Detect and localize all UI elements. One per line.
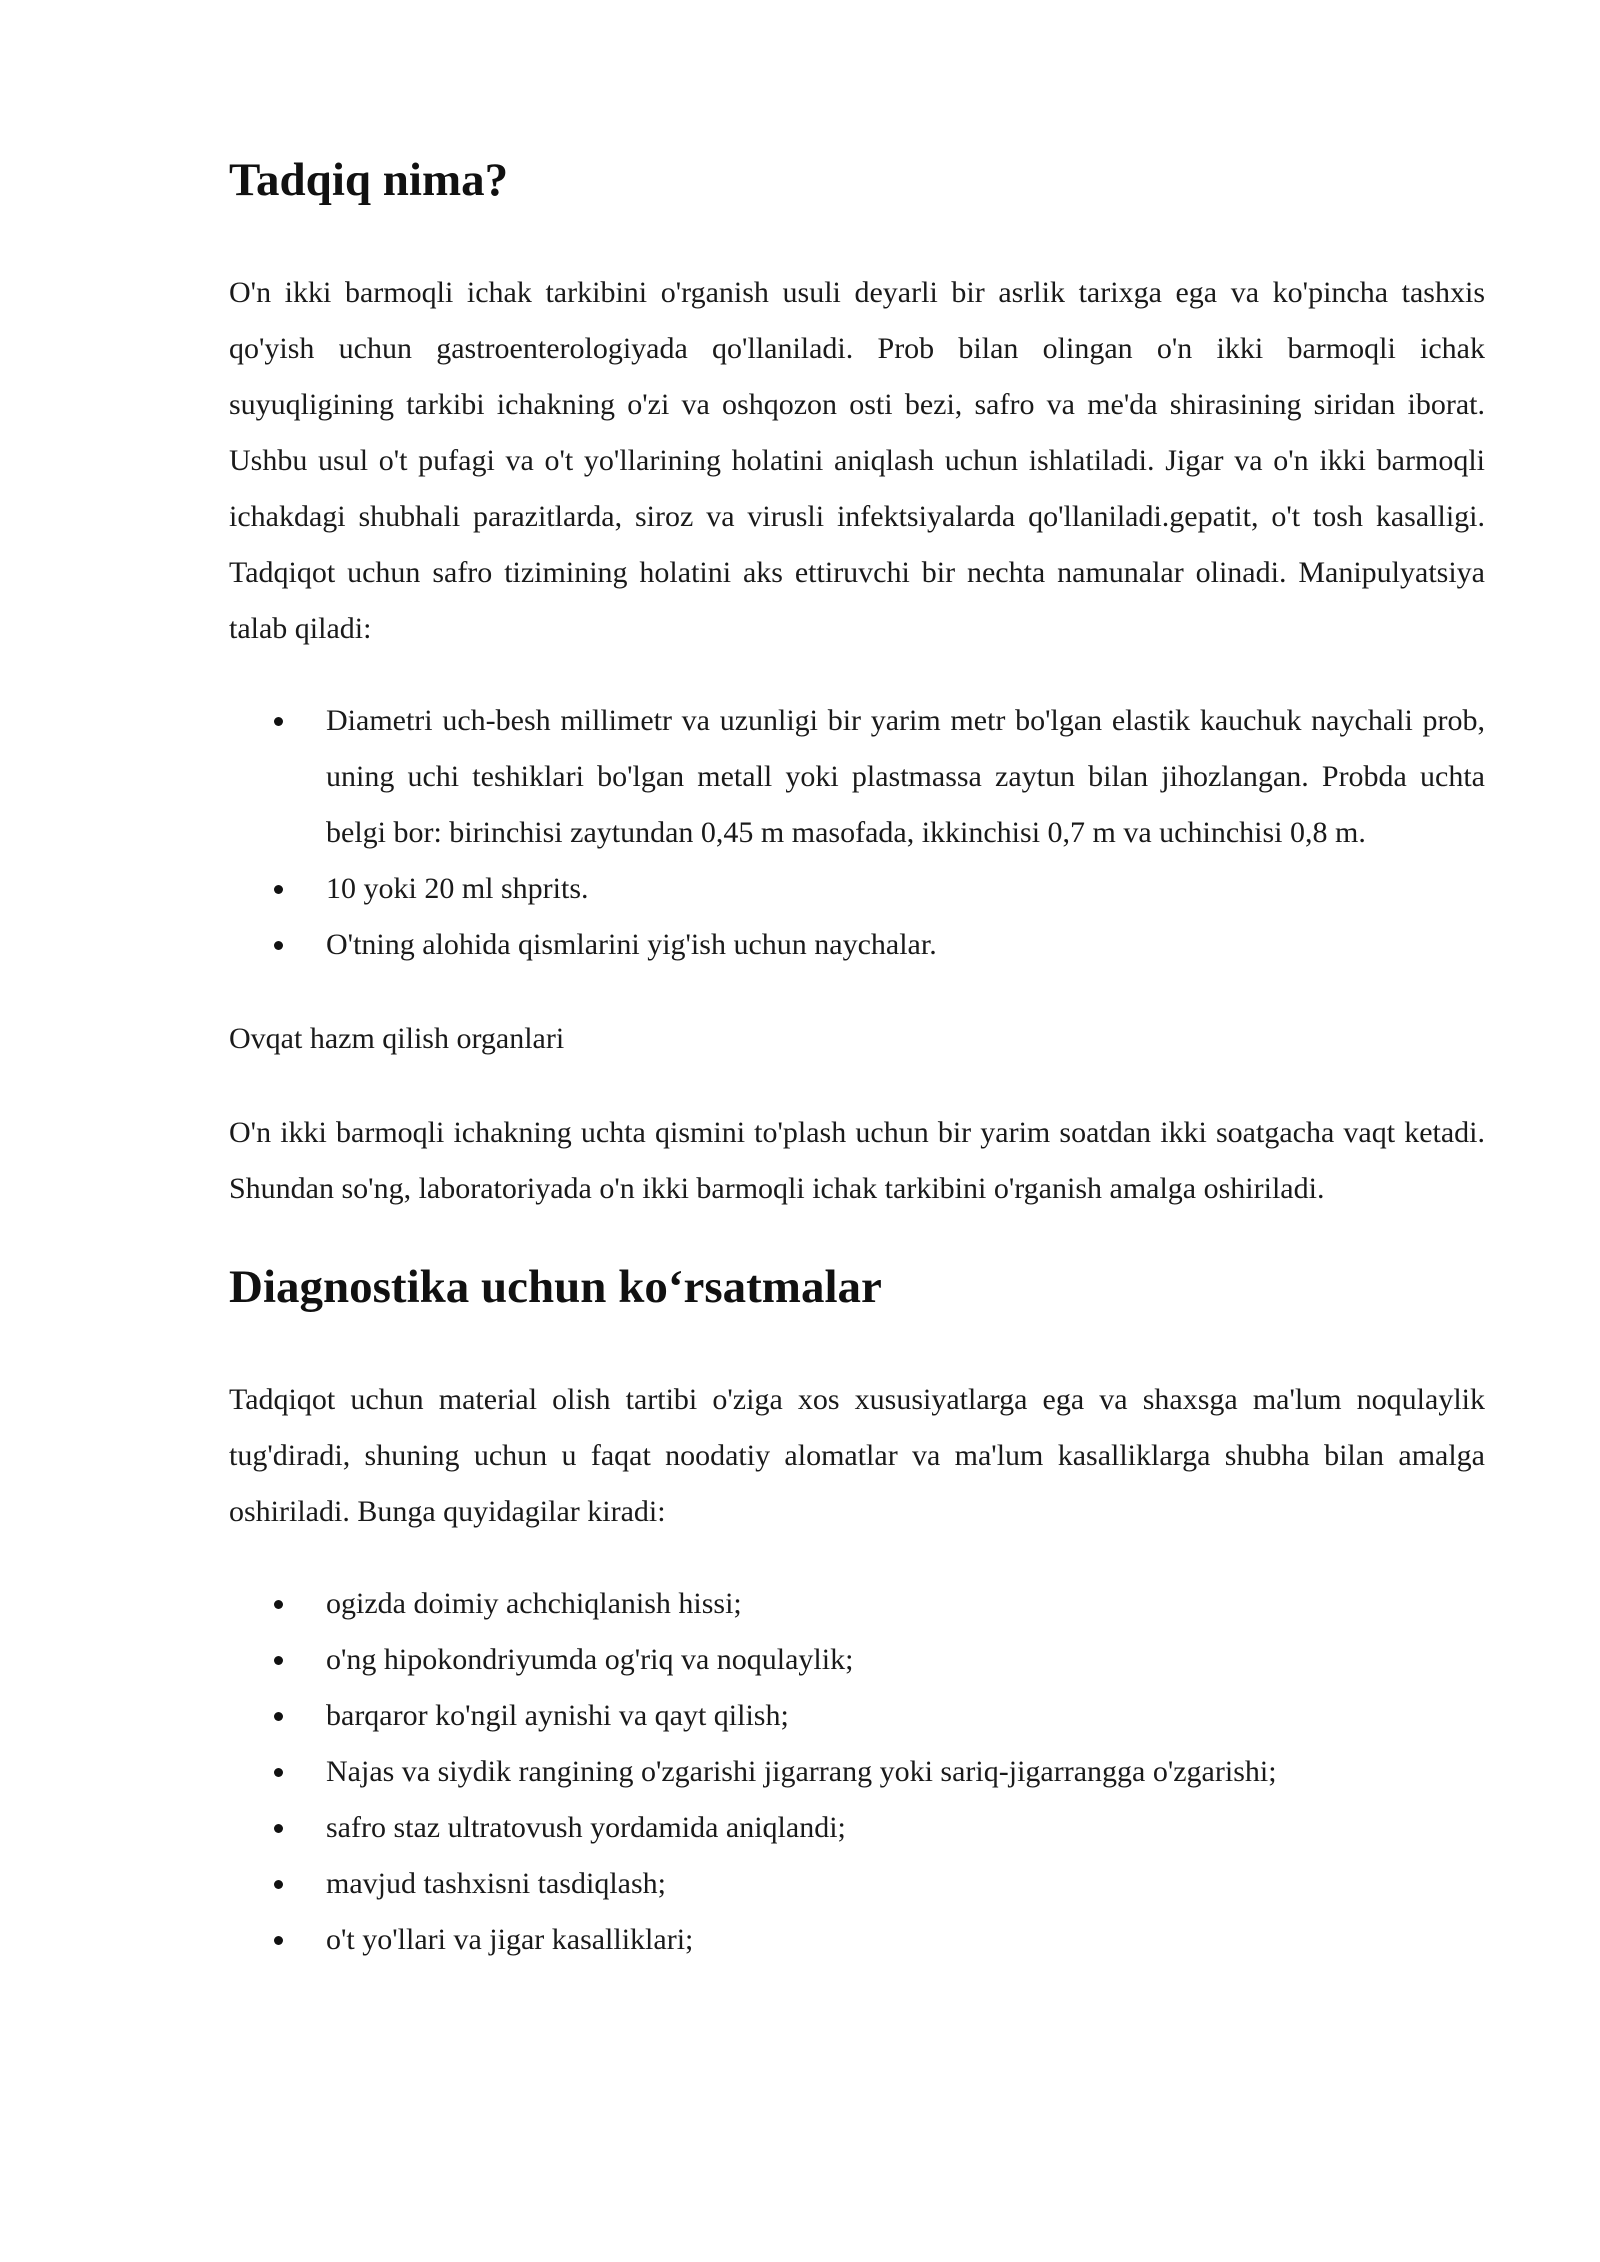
document-content xyxy=(229,150,1485,1968)
equipment-list xyxy=(229,693,1485,973)
bullet-icon xyxy=(274,1824,283,1833)
list-item: O'tning alohida qismlarini yig'ish uchun naychalar. xyxy=(229,917,1485,973)
bullet-icon xyxy=(274,717,283,726)
list-item: Najas va siydik rangining o'zgarishi jigarrang yoki sariq-jigarrangga o'zgarishi; xyxy=(229,1744,1485,1800)
list-item: 10 yoki 20 ml shprits. xyxy=(229,861,1485,917)
list-item: o'ng hipokondriyumda og'riq va noqulaylik; xyxy=(229,1632,1485,1688)
subheading-text: Ovqat hazm qilish organlari xyxy=(229,1022,565,1055)
bullet-icon xyxy=(274,1712,283,1721)
bullet-icon xyxy=(274,1768,283,1777)
list-item: barqaror ko'ngil aynishi va qayt qilish; xyxy=(229,1688,1485,1744)
indications-list xyxy=(229,1576,1485,1968)
bullet-icon xyxy=(274,1600,283,1609)
section-heading-tadqiq: Tadqiq nima? xyxy=(229,154,509,206)
list-item: ogizda doimiy achchiqlanish hissi; xyxy=(229,1576,1485,1632)
list-item: safro staz ultratovush yordamida aniqlandi; xyxy=(229,1800,1485,1856)
section-heading-diagnostika: Diagnostika uchun ko‘rsatmalar xyxy=(229,1261,882,1313)
bullet-icon xyxy=(274,1656,283,1665)
intro-paragraph: O'n ikki barmoqli ichak tarkibini o'rganish usuli deyarli bir asrlik tarixga ega va ko'pincha tashxis qo'yish uchun gastroenterologiyada qo'llaniladi. Prob bilan olingan o'n ikki barmoqli ichak suyuqligining tarkibi ichakning o'zi va oshqozon osti bezi, safro va me'da shirasining siridan iborat. Ushbu usul o't pufagi va o't yo'llarining holatini aniqlash uchun ishlatiladi. Jigar va o'n ikki barmoqli ichakdagi shubhali parazitlarda, siroz va virusli infektsiyalarda qo'llaniladi.gepatit, o't tosh kasalligi. Tadqiqot uchun safro tizimining holatini aks ettiruvchi bir nechta namunalar olinadi. Manipulyatsiya talab qiladi: xyxy=(229,276,1485,645)
procedure-paragraph: O'n ikki barmoqli ichakning uchta qismini to'plash uchun bir yarim soatdan ikki soatgacha vaqt ketadi. Shundan so'ng, laboratoriyada o'n ikki barmoqli ichak tarkibini o'rganish amalga oshiriladi. xyxy=(229,1116,1485,1205)
list-item: Diametri uch-besh millimetr va uzunligi bir yarim metr bo'lgan elastik kauchuk naychali prob, uning uchi teshiklari bo'lgan metall yoki plastmassa zaytun bilan jihozlangan. Probda uchta belgi bor: birinchisi zaytundan 0,45 m masofada, ikkinchisi 0,7 m va uchinchisi 0,8 m. xyxy=(229,693,1485,861)
bullet-icon xyxy=(274,885,283,894)
bullet-icon xyxy=(274,941,283,950)
bullet-icon xyxy=(274,1936,283,1945)
list-item: o't yo'llari va jigar kasalliklari; xyxy=(229,1912,1485,1968)
bullet-icon xyxy=(274,1880,283,1889)
indications-paragraph: Tadqiqot uchun material olish tartibi o'ziga xos xususiyatlarga ega va shaxsga ma'lum noqulaylik tug'diradi, shuning uchun u faqat noodatiy alomatlar va ma'lum kasalliklarga shubha bilan amalga oshiriladi. Bunga quyidagilar kiradi: xyxy=(229,1383,1485,1528)
list-item: mavjud tashxisni tasdiqlash; xyxy=(229,1856,1485,1912)
